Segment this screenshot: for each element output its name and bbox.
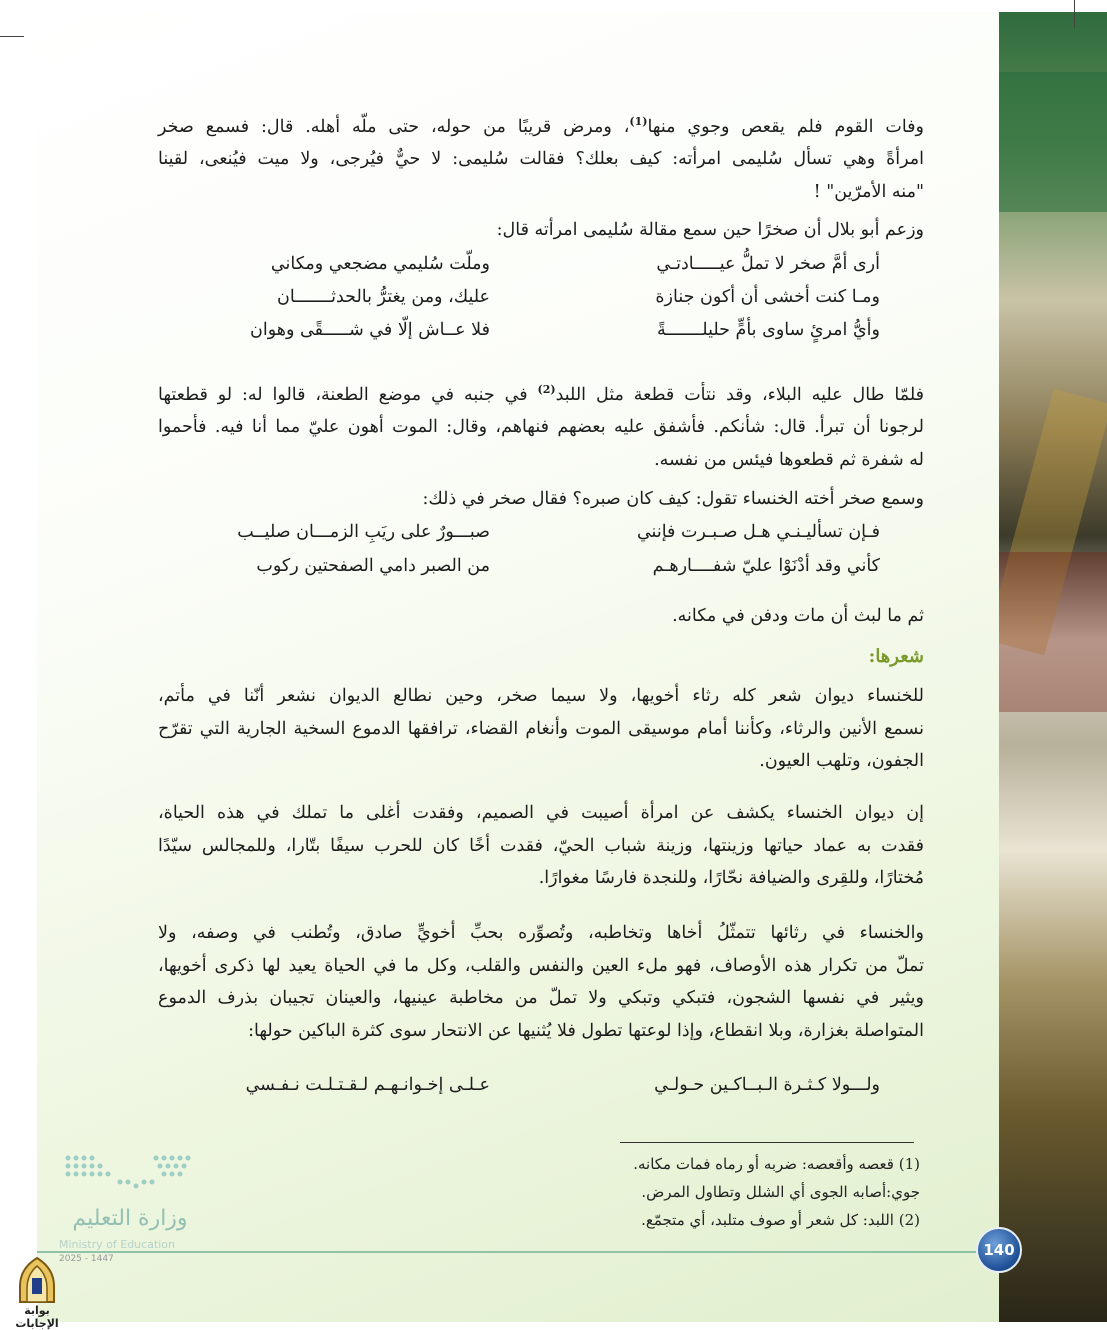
paragraph-4: وسمع صخر أخته الخنساء تقول: كيف كان صبره؟ فقال صخر في ذلك: bbox=[422, 489, 924, 509]
portal-logo: بوابة الإجابات bbox=[2, 1256, 72, 1328]
verse-line: فـإن تسأليـنـي هـل صـبـرت فإنني صبـــورٌ على ريَبِ الزمـــان صليــب bbox=[237, 522, 880, 542]
ministry-logo: وزارة التعليم Ministry of Education 2025 - 1447 bbox=[55, 1150, 205, 1260]
page-number: 140 bbox=[976, 1227, 1022, 1273]
verse-line: ومـا كنت أخشى أن أكون جنازة عليك، ومن يغترُّ بالحدثـــــــان bbox=[277, 287, 880, 307]
paragraph-3: فلمّا طال عليه البلاء، وقد نتأت قطعة مثل اللبد$^{(2)}$ في جنبه في موضع الطعنة، قالوا له: لو قطعتها لرجونا أن تبرأ. قال: شأنكم. فأشفق عليه بعضهم فنهاهم، وقال: الموت أهون عليّ مما أنا فيه. فأحموا له شفرة ثم قطعوها فيئس من نفسه. bbox=[158, 383, 924, 470]
section-heading: شعرها: bbox=[868, 646, 924, 667]
paragraph-6: للخنساء ديوان شعر كله رثاء أخويها، ولا سيما صخر، وحين نطالع الديوان نشعر أنّنا في مأتم، نسمع الأنين والرثاء، وكأننا أمام موسيقى الموت وأنغام القضاء، ترافقها الدموع السخية الجارية التي تقرّح الجفون، وتلهب العيون. bbox=[158, 686, 924, 771]
paragraph-5: ثم ما لبث أن مات ودفن في مكانه. bbox=[672, 606, 924, 626]
crop-mark bbox=[1074, 0, 1075, 28]
footnotes bbox=[400, 1150, 920, 1234]
logo-dots-icon bbox=[60, 1150, 200, 1198]
decorative-side-image bbox=[999, 12, 1107, 1322]
crop-mark bbox=[0, 36, 24, 37]
paragraph-2: وزعم أبو بلال أن صخرًا حين سمع مقالة سُليمى امرأته قال: bbox=[496, 220, 924, 240]
verse-line: ولـــولا كـثـرة الـبــاكـين حـولـي عـلـى إخـوانـهـم لـقـتـلـت نـفـسي bbox=[245, 1075, 880, 1095]
paragraph-7: إن ديوان الخنساء يكشف عن امرأة أصيبت في الصميم، وفقدت أغلى ما تملك في هذه الحياة، فقدت به عماد حياتها وزينتها، وزينة شباب الحيّ، فقدت أخًا كان للحرب سيفًا بتّارا، وللمجالس سيّدًا مُختارًا، وللقِرى والضيافة نحّارًا، وللنجدة فارسًا مغوارًا. bbox=[158, 803, 924, 888]
footnote-1b: جوي:أصابه الجوى أي الشلل وتطاول المرض. bbox=[641, 1183, 920, 1201]
footnote-1: (1) قعصه وأقعصه: ضربه أو رماه فمات مكانه. bbox=[633, 1155, 920, 1173]
page bbox=[37, 12, 999, 1322]
paragraph-1: وفات القوم فلم يقعص وجوي منها$^{(1)}$، ومرض قريبًا من حوله، حتى ملّه أهله. قال: فسمع صخر امرأةً وهي تسأل سُليمى امرأته: كيف بعلك؟ فقالت سُليمى: لا حيٌّ فيُرجى، ولا ميت فيُنعى، لقينا "منه الأمرّين" ! bbox=[158, 115, 924, 202]
verse-line: كأني وقد أدْنَوْا عليّ شفــــارهـم من الصبر دامي الصفحتين ركوب bbox=[256, 556, 880, 576]
portal-emblem-icon bbox=[2, 1256, 72, 1304]
footnote-2: (2) اللبد: كل شعر أو صوف متلبد، أي متجمّع. bbox=[641, 1211, 920, 1229]
paragraph-8: والخنساء في رثائها تتمثّلُ أخاها وتخاطبه، وتُصوِّره بحبِّ أخويٍّ صادق، وتُطنب في وصفه، ولا تملّ من تكرار هذه الأوصاف، فهو ملء العين والنفس والقلب، وكل ما في الحياة يعيد لها ذكرى أخويها، ويثير في نفسها الشجون، فتبكي وتبكي ولا تملّ من مخاطبة عينيها، والعينان تجيبان بذرف الدموع المتواصلة بغزارة، وبلا انقطاع، وإذا لوعتها تطول فلا يُثنيها عن الانتحار سوى كثرة الباكين حولها: bbox=[158, 923, 924, 1041]
verse-line: أرى أمَّ صخر لا تملُّ عيـــــادتـي وملّت سُليمي مضجعي ومكاني bbox=[270, 254, 880, 274]
footnote-rule bbox=[620, 1142, 914, 1143]
verse-line: وأيُّ امرئٍ ساوى بأمٍّ حليلـــــــةً فلا عــاش إلّا في شـــــقًى وهوان bbox=[250, 320, 880, 340]
